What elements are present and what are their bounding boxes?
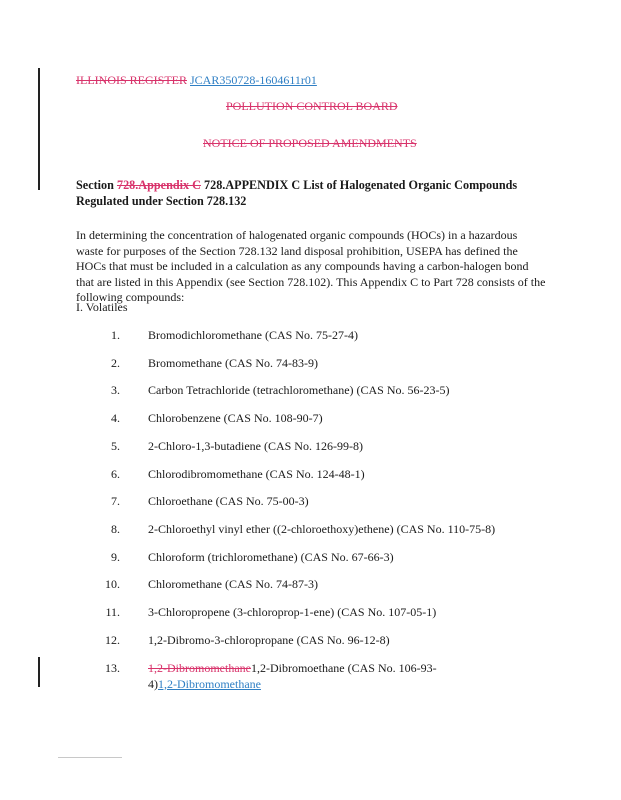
footer-rule bbox=[58, 757, 122, 758]
list-item-text: Bromodichloromethane (CAS No. 75-27-4) bbox=[148, 328, 358, 342]
list-item-number: 11. bbox=[105, 605, 120, 619]
section-title-line2: Regulated under Section 728.132 bbox=[76, 193, 247, 208]
section-prefix: Section bbox=[76, 178, 117, 192]
register-inserted-text: JCAR350728-1604611r01 bbox=[190, 73, 317, 87]
list-item-text: 2-Chloro-1,3-butadiene (CAS No. 126-99-8) bbox=[148, 438, 363, 453]
section-title-line1: 728.APPENDIX C List of Halogenated Organic Compounds bbox=[200, 178, 518, 192]
intro-paragraph: In determining the concentration of halogenated organic compounds (HOCs) in a hazardous waste for purposes of the Section 728.132 land disposal prohibition, USEPA has defined the HOCs that must be included in a calculation as any compounds having a carbon-halogen bond that are listed in this Appendix (see Section 728.102). This Appendix C to Part 728 consists of the following compounds: bbox=[76, 228, 546, 304]
list-item-number: 8. bbox=[111, 521, 120, 536]
notice-header: NOTICE OF PROPOSED AMENDMENTS bbox=[203, 136, 417, 150]
list-item-text: Chlorodibromomethane (CAS No. 124-48-1) bbox=[148, 466, 365, 481]
list-item-text: Chloroethane (CAS No. 75-00-3) bbox=[148, 494, 309, 509]
list-item-number: 7. bbox=[111, 494, 120, 509]
list-item-text: Chloromethane (CAS No. 74-87-3) bbox=[148, 577, 318, 592]
list-item-text: 1,2-Dibromo-3-chloropropane (CAS No. 96-12-8) bbox=[148, 632, 390, 647]
list-item-text: 3-Chloropropene (3-chloroprop-1-ene) (CAS No. 107-05-1) bbox=[148, 605, 437, 619]
list-item-number: 6. bbox=[111, 466, 120, 481]
item13-deleted-text: 1,2-Dibromomethane bbox=[148, 661, 251, 675]
list-item-text: Chloroform (trichloromethane) (CAS No. 67-66-3) bbox=[148, 549, 394, 564]
list-item-number: 12. bbox=[105, 632, 120, 647]
list-item-number: 4. bbox=[111, 411, 120, 426]
list-item-number: 9. bbox=[111, 549, 120, 564]
list-item-number: 5. bbox=[111, 438, 120, 453]
register-deleted-text: ILLINOIS REGISTER bbox=[76, 73, 187, 87]
list-item-text: 2-Chloroethyl vinyl ether ((2-chloroethoxy)ethene) (CAS No. 110-75-8) bbox=[148, 521, 496, 536]
section-title bbox=[76, 178, 546, 209]
list-item-number: 13. bbox=[105, 661, 120, 675]
change-bar-top bbox=[38, 68, 40, 190]
list-item-text: Carbon Tetrachloride (tetrachloromethane) (CAS No. 56-23-5) bbox=[148, 383, 450, 398]
list-item-text: Chlorobenzene (CAS No. 108-90-7) bbox=[148, 411, 323, 426]
list-item-text bbox=[148, 661, 438, 692]
register-header bbox=[76, 73, 317, 87]
change-bar-bottom bbox=[38, 657, 40, 687]
list-item-number: 10. bbox=[105, 577, 120, 592]
list-item-number: 2. bbox=[111, 355, 120, 370]
item13-inserted-text: 1,2-Dibromomethane bbox=[158, 676, 261, 691]
volatiles-subheading: I. Volatiles bbox=[76, 300, 128, 314]
item13-text: 1,2-Dibromoethane (CAS No. 106-93-4) bbox=[148, 661, 437, 691]
list-item-number: 1. bbox=[111, 328, 120, 342]
list-item-text: Bromomethane (CAS No. 74-83-9) bbox=[148, 355, 318, 370]
board-header: POLLUTION CONTROL BOARD bbox=[226, 99, 398, 113]
section-deleted-text: 728.Appendix C bbox=[116, 178, 201, 192]
list-item-number: 3. bbox=[111, 383, 120, 398]
